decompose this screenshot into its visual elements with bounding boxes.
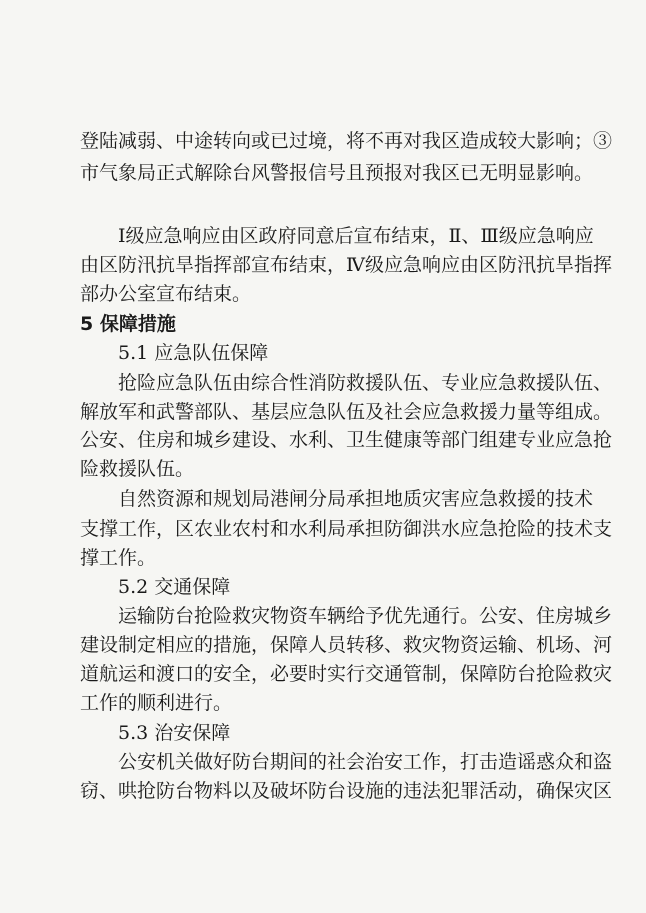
text-line: 抢险应急队伍由综合性消防救援队伍、专业应急救援队伍、 <box>118 372 613 394</box>
subsection-heading: 5.2 交通保障 <box>118 576 231 598</box>
text-line: 自然资源和规划局港闸分局承担地质灾害应急救援的技术 <box>118 488 594 510</box>
text-line: 部办公室宣布结束。 <box>80 283 252 305</box>
text-line: 窃、哄抢防台物料以及破坏防台设施的违法犯罪活动，确保灾区 <box>80 780 613 802</box>
text-line: Ⅰ级应急响应由区政府同意后宣布结束，Ⅱ、Ⅲ级应急响应 <box>118 225 594 247</box>
text-line: 由区防汛抗旱指挥部宣布结束，Ⅳ级应急响应由区防汛抗旱指挥 <box>80 254 612 276</box>
text-line: 运输防台抢险救灾物资车辆给予优先通行。公安、住房城乡 <box>118 605 613 627</box>
text-line: 险救援队伍。 <box>80 458 195 480</box>
section-heading: 5 保障措施 <box>80 313 176 335</box>
text-line: 建设制定相应的措施，保障人员转移、救灾物资运输、机场、河 <box>80 634 613 656</box>
text-line: 公安机关做好防台期间的社会治安工作，打击造谣惑众和盗 <box>118 751 613 773</box>
subsection-heading: 5.1 应急队伍保障 <box>118 342 269 364</box>
text-line: 道航运和渡口的安全，必要时实行交通管制，保障防台抢险救灾 <box>80 663 613 685</box>
subsection-heading: 5.3 治安保障 <box>118 722 231 744</box>
text-line: 公安、住房和城乡建设、水利、卫生健康等部门组建专业应急抢 <box>80 429 613 451</box>
text-line: 支撑工作，区农业农村和水利局承担防御洪水应急抢险的技术支 <box>80 518 613 540</box>
text-line: 解放军和武警部队、基层应急队伍及社会应急救援力量等组成。 <box>80 401 613 423</box>
text-line: 撑工作。 <box>80 547 157 569</box>
text-line: 登陆减弱、中途转向或已过境，将不再对我区造成较大影响；③ <box>80 130 613 152</box>
text-line: 市气象局正式解除台风警报信号且预报对我区已无明显影响。 <box>80 162 594 184</box>
text-line: 工作的顺利进行。 <box>80 692 233 714</box>
